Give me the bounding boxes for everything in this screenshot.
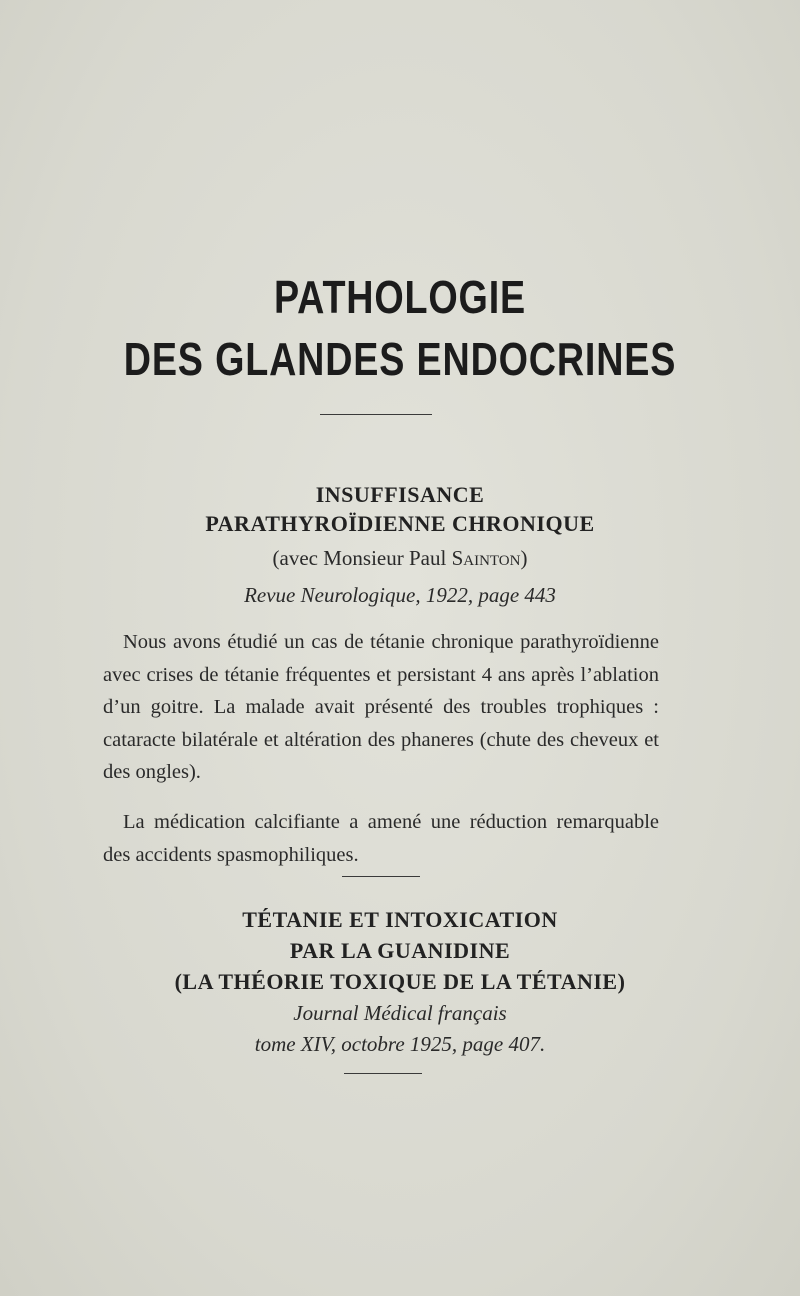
- article2-citation-line1: Journal Médical français: [293, 1001, 507, 1025]
- article2-title-line3: (LA THÉORIE TOXIQUE DE LA TÉTANIE): [174, 969, 626, 994]
- divider-rule: [320, 414, 432, 415]
- article1-citation: Revue Neurologique, 1922, page 443: [244, 583, 556, 607]
- chapter-title-line1: PATHOLOGIE: [274, 271, 526, 323]
- article1-title-line2: PARATHYROÏDIENNE CHRONIQUE: [205, 511, 595, 536]
- coauthor-prefix: (avec Monsieur Paul: [272, 546, 452, 570]
- article1-paragraph-2: La médication calcifiante a amené une réduction remarquable des accidents spasmophiliques.: [103, 811, 659, 866]
- article2-title-line1: TÉTANIE ET INTOXICATION: [242, 907, 558, 932]
- article1-title-line1: INSUFFISANCE: [315, 482, 485, 507]
- article1-paragraph-1: Nous avons étudié un cas de tétanie chronique parathyroïdienne avec crises de tétanie fréquentes et persistant 4 ans après l’ablation d’un goitre. La malade avait présenté des troubles trophiques : cataracte bilatérale et altération des phaneres (chute des cheveux et des ongles).: [103, 631, 659, 783]
- article1-coauthor: [0, 546, 800, 571]
- divider-rule: [344, 1073, 422, 1074]
- coauthor-suffix: ): [520, 546, 528, 570]
- chapter-title-line2: DES GLANDES ENDOCRINES: [123, 333, 677, 385]
- article2-citation-line2: tome XIV, octobre 1925, page 407.: [254, 1032, 546, 1056]
- article2-title-line2: PAR LA GUANIDINE: [289, 938, 511, 963]
- coauthor-name: Sainton: [451, 546, 521, 570]
- divider-rule: [342, 876, 420, 877]
